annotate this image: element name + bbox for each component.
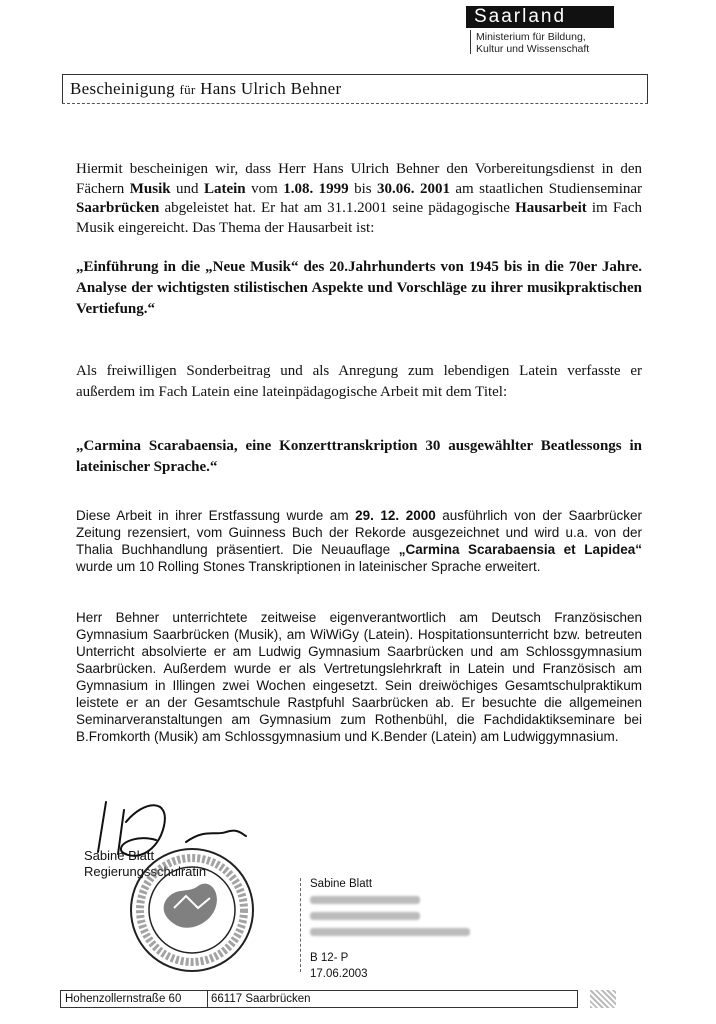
footer-city: 66117 Saarbrücken bbox=[211, 993, 311, 1005]
p1-place: Saarbrücken bbox=[76, 200, 160, 216]
document-title bbox=[70, 79, 341, 99]
p3-text-c: wurde um 10 Rolling Stones Transkriptionen in lateinischer Sprache erweitert. bbox=[76, 559, 541, 574]
title-connector: für bbox=[179, 82, 196, 97]
p1-subject-musik: Musik bbox=[129, 180, 171, 197]
p1-text-c: am staatlichen Studienseminar bbox=[449, 180, 643, 197]
p1-text-d: abgeleistet hat. Er hat am 31.1.2001 seine pädagogische bbox=[159, 200, 516, 216]
ministry-name bbox=[466, 31, 636, 55]
contact-date: 17.06.2003 bbox=[310, 968, 368, 980]
p1-text-bis: bis bbox=[348, 180, 378, 197]
contact-name: Sabine Blatt bbox=[310, 878, 373, 890]
title-prefix: Bescheinigung bbox=[70, 79, 175, 98]
latin-work-title-quote: „Carmina Scarabaensia, eine Konzerttranskription 30 ausgewählter Beatlessongs in lateinischer Sprache.“ bbox=[76, 438, 642, 475]
p1-text-a: Hiermit bescheinigen wir, dass Herr Hans Ulrich Behner den Vorbereitungsdienst in den Fächern bbox=[76, 161, 642, 197]
contact-reference: B 12- P bbox=[310, 952, 349, 964]
teaching-paragraph: Herr Behner unterrichtete zeitweise eigenverantwortlich am Deutsch Französischen Gymnasium Saarbrücken (Musik), am WiWiGy (Latein). Hospitationsunterricht bzw. betreuten Unterricht absolvierte er am Ludwig Gymnasium Saarbrücken und am Schlossgymnasium Saarbrücken. Außerdem wurde er als Vertretungslehrkraft in Latein und Französisch am Gymnasium in Illingen zwei Wochen eingesetzt. Sein dreiwöchiges Gesamtschulpraktikum leistete er an der Gesamtschule Rastpfuhl Saarbrücken ab. Er besuchte die allgemeinen Seminarveranstaltungen am Gymnasium zum Rothenbühl, die Fachdidaktikseminare bei B.Fromkorth (Musik) am Schlossgymnasium und K.Bender (Latein) am Ludwiggymnasium. bbox=[76, 610, 642, 744]
intro-paragraph bbox=[76, 160, 642, 238]
contact-redacted-email bbox=[300, 924, 470, 940]
latin-work-paragraph: Als freiwilligen Sonderbeitrag und als Anregung zum lebendigen Latein verfasste er außerdem im Fach Latein eine lateinpädagogische Arbeit mit dem Titel: bbox=[76, 363, 642, 400]
p1-text-b: vom bbox=[245, 180, 284, 197]
p1-date-to: 30.06. 2001 bbox=[377, 180, 450, 197]
contact-redacted-phone bbox=[300, 892, 470, 908]
signatory-name: Sabine Blatt bbox=[84, 848, 155, 863]
p1-subject-latein: Latein bbox=[203, 180, 246, 197]
official-seal bbox=[128, 846, 256, 974]
p1-hausarbeit: Hausarbeit bbox=[515, 200, 587, 216]
footer-street: Hohenzollernstraße 60 bbox=[65, 993, 182, 1005]
signatory-role: Regierungsschulrätin bbox=[84, 864, 207, 879]
thesis-title-quote: „Einführung in die „Neue Musik“ des 20.Jahrhunderts von 1945 bis in die 70er Jahre. Analyse der wichtigsten stilistischen Aspekte und Vorschläge zu ihrer musikpraktischen Vertiefung.“ bbox=[76, 259, 642, 317]
review-paragraph bbox=[76, 507, 642, 575]
p3-text-a: Diese Arbeit in ihrer Erstfassung wurde am bbox=[76, 508, 356, 523]
ministry-line-1: Ministerium für Bildung, bbox=[476, 31, 586, 43]
ministry-line-2: Kultur und Wissenschaft bbox=[476, 43, 590, 55]
contact-redacted-fax bbox=[300, 908, 470, 924]
p1-date-from: 1.08. 1999 bbox=[283, 180, 349, 197]
saarland-logo: Saarland bbox=[466, 6, 614, 28]
footer-separator bbox=[207, 991, 208, 1007]
contact-block bbox=[300, 876, 470, 982]
p3-new-edition-title: „Carmina Scarabaensia et Lapidea“ bbox=[398, 542, 642, 557]
footer-stamp-mark bbox=[590, 990, 616, 1008]
footer-address-bar bbox=[60, 990, 578, 1008]
p3-date: 29. 12. 2000 bbox=[355, 508, 436, 523]
p1-text-f: im Fach Musik eingereicht. Das Thema der Hausarbeit ist: bbox=[76, 200, 642, 236]
p1-text-und: und bbox=[170, 180, 204, 197]
p3-text-b: ausführlich von der Saarbrücker Zeitung rezensiert, vom Guinness Buch der Rekorde ausgezeichnet und wird u.a. von der Thalia Buchhandlung präsentiert. Die Neuauflage bbox=[76, 508, 642, 557]
title-name: Hans Ulrich Behner bbox=[200, 79, 342, 98]
